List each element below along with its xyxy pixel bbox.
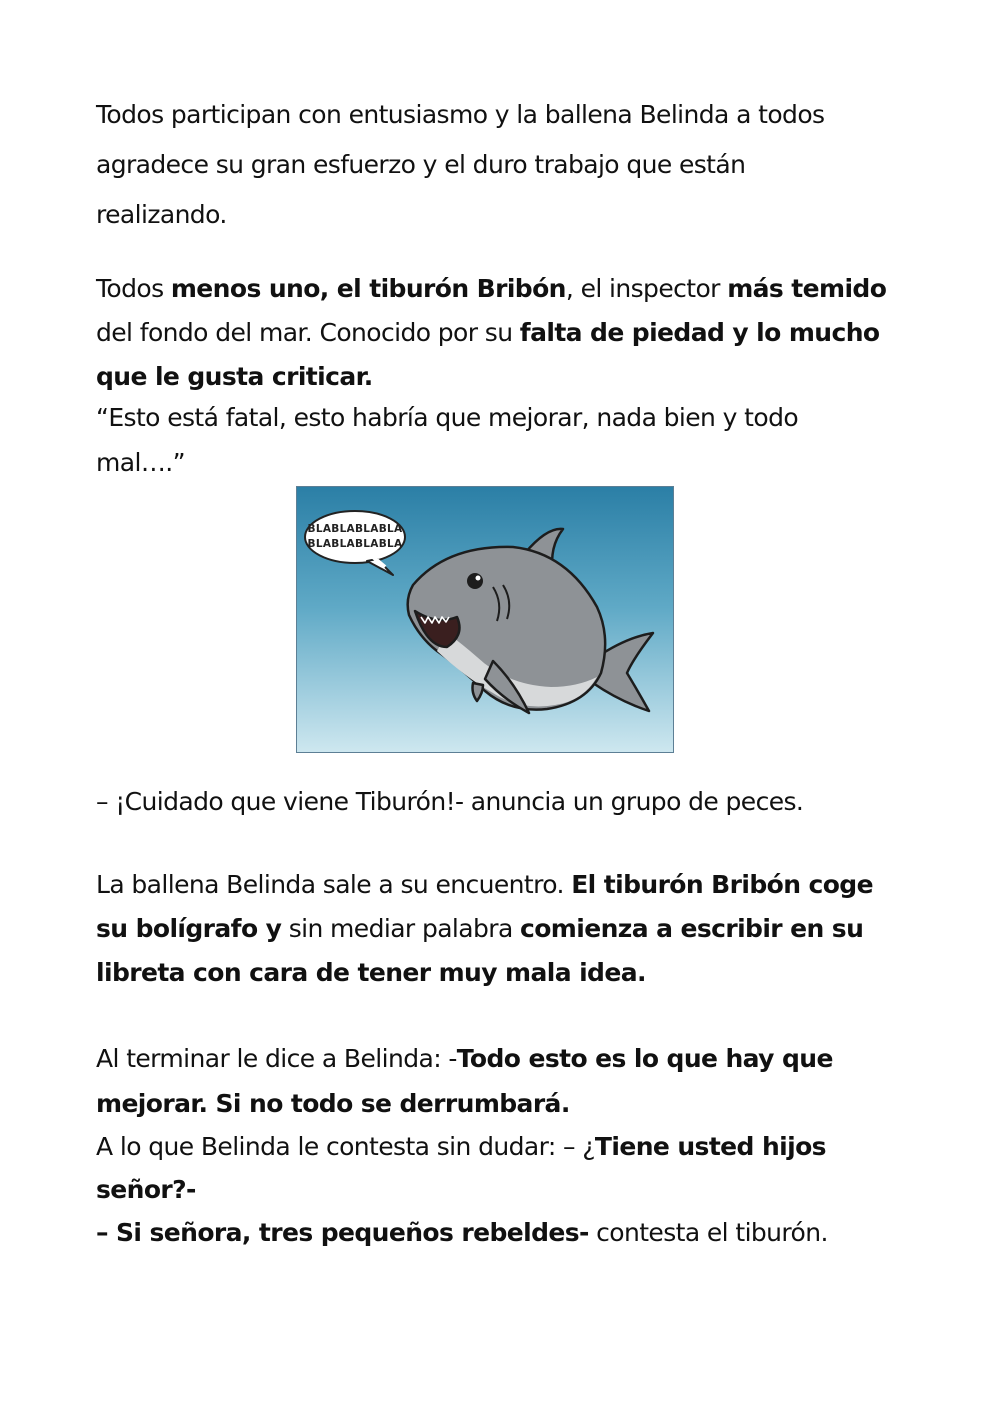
paragraph-5-line-2 (96, 1091, 570, 1116)
paragraph-2-line-1: Todos menos uno, el tiburón Bribón, el inspector más temido (96, 274, 887, 303)
paragraph-2-line-5: mal….” (96, 448, 185, 477)
shark-illustration (296, 486, 674, 753)
paragraph-4-line-3 (96, 960, 646, 985)
paragraph-5-line-1: Al terminar le dice a Belinda: -Todo esto es lo que hay que (96, 1044, 833, 1073)
bold-text: falta de piedad y lo mucho (519, 318, 880, 347)
bold-text: El tiburón Bribón coge (571, 870, 873, 899)
bold-text: más temido (727, 274, 887, 303)
paragraph-1-line-2: agradece su gran esfuerzo y el duro trabajo que están (96, 150, 746, 179)
paragraph-4-line-1: La ballena Belinda sale a su encuentro. El tiburón Bribón coge (96, 870, 873, 899)
bold-text: mejorar. Si no todo se derrumbará. (96, 1089, 570, 1118)
bold-text: – Si señora, tres pequeños rebeldes- (96, 1218, 589, 1247)
paragraph-5-line-3: A lo que Belinda le contesta sin dudar: – ¿Tiene usted hijos (96, 1132, 826, 1161)
paragraph-2-line-2: del fondo del mar. Conocido por su falta de piedad y lo mucho (96, 318, 880, 347)
paragraph-1-line-1: Todos participan con entusiasmo y la ballena Belinda a todos (96, 100, 825, 129)
bold-text: Todo esto es lo que hay que (456, 1044, 833, 1073)
bold-text: que le gusta criticar. (96, 362, 373, 391)
bold-text: su bolígrafo y (96, 914, 282, 943)
paragraph-3-line-1: – ¡Cuidado que viene Tiburón!- anuncia un grupo de peces. (96, 787, 804, 816)
bold-text: libreta con cara de tener muy mala idea. (96, 958, 646, 987)
paragraph-1-line-3: realizando. (96, 200, 227, 229)
shark-eye (467, 573, 483, 589)
paragraph-5-line-4 (96, 1177, 196, 1202)
bold-text: comienza a escribir en su (520, 914, 864, 943)
bold-text: menos uno, el tiburón Bribón (170, 274, 566, 303)
shark-drawing (297, 487, 674, 753)
bubble-text-line-1: BLABLABLABLA (307, 523, 403, 535)
paragraph-5-line-5: – Si señora, tres pequeños rebeldes- contesta el tiburón. (96, 1218, 828, 1247)
bold-text: señor?- (96, 1175, 196, 1204)
paragraph-2-line-4: “Esto está fatal, esto habría que mejorar, nada bien y todo (96, 403, 799, 432)
paragraph-4-line-2: su bolígrafo y sin mediar palabra comienza a escribir en su (96, 914, 864, 943)
bubble-text-line-2: BLABLABLABLA (307, 538, 403, 550)
bold-text: Tiene usted hijos (594, 1132, 826, 1161)
paragraph-2-line-3 (96, 364, 373, 389)
